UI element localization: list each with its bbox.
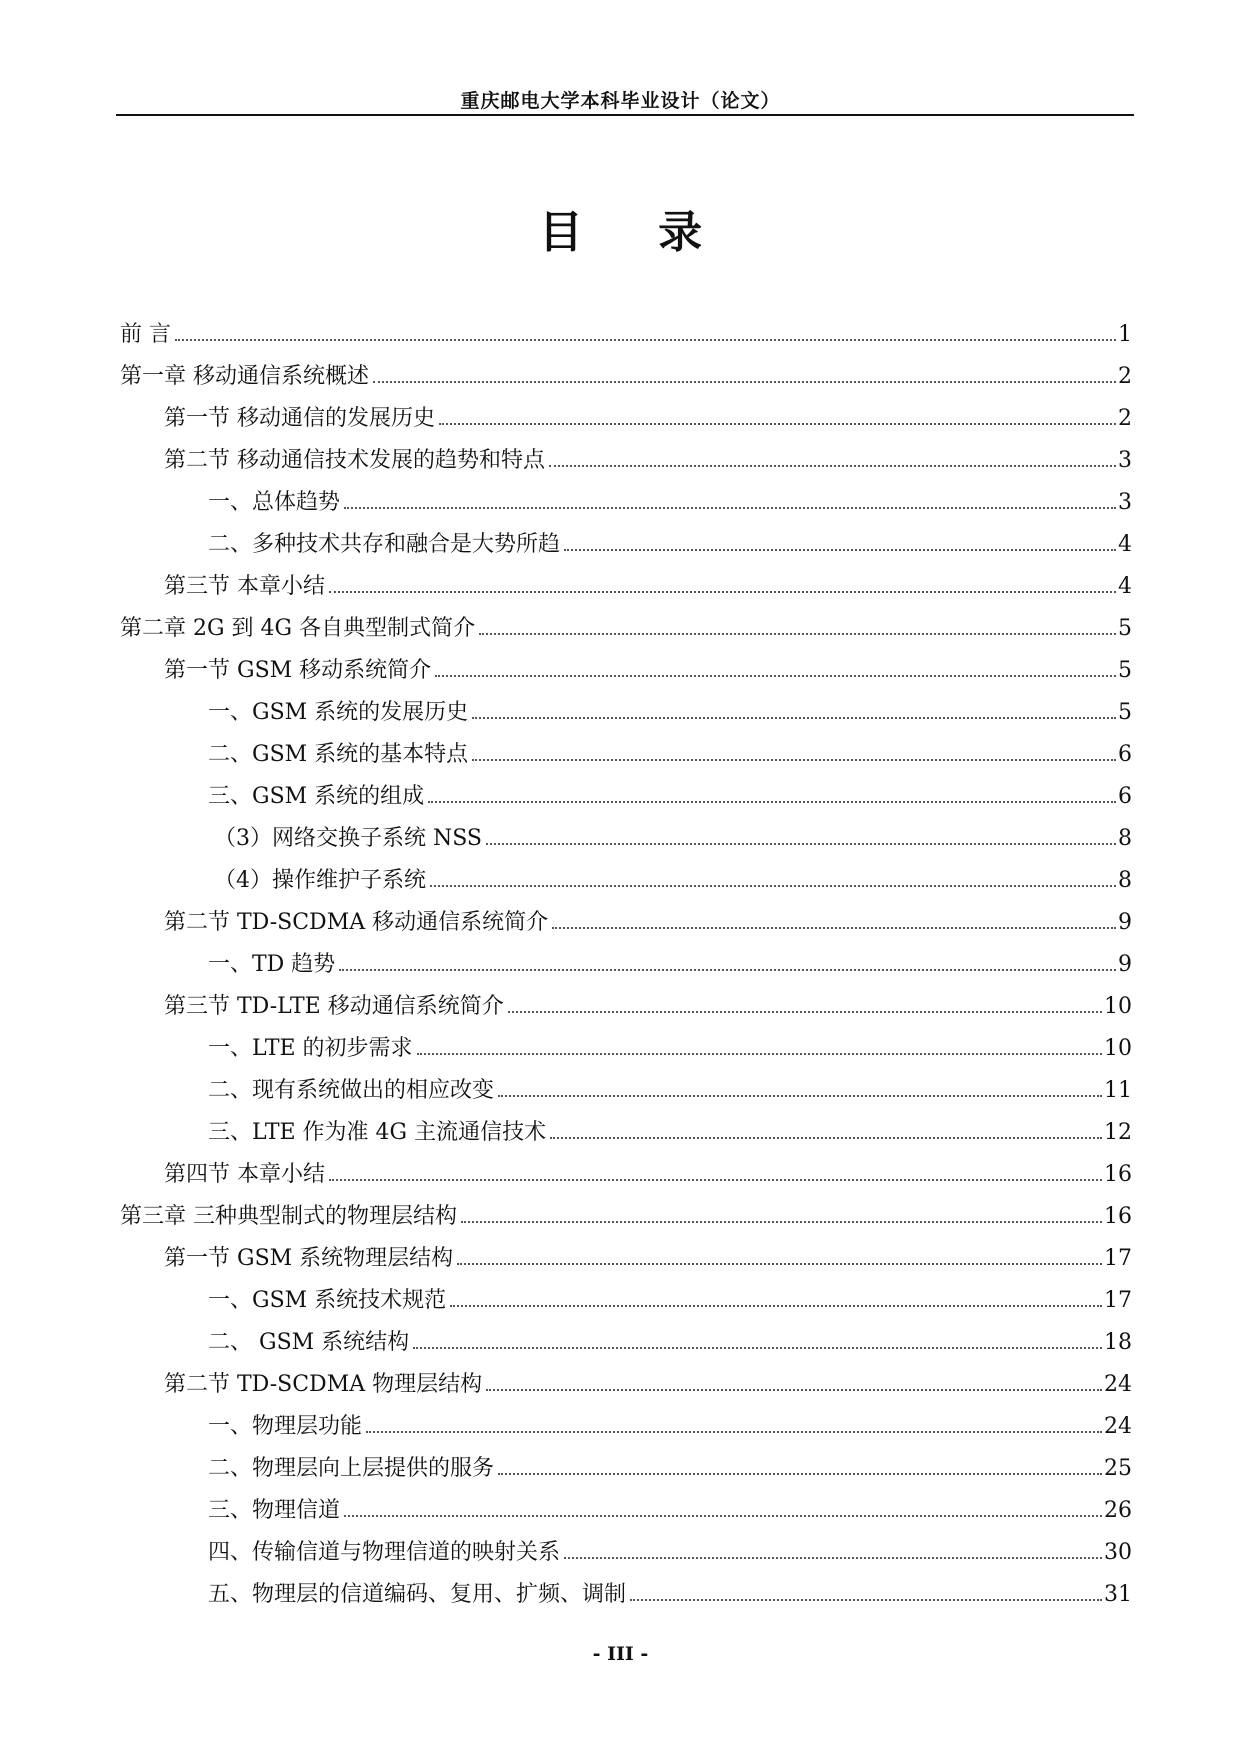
toc-entry[interactable]	[120, 650, 1132, 692]
toc-entry-label: 三、物理信道	[208, 1498, 341, 1523]
toc-entry-page: 10	[1104, 1036, 1132, 1061]
toc-entry-page: 31	[1104, 1582, 1132, 1607]
toc-entry-label: 第三章 三种典型制式的物理层结构	[120, 1204, 457, 1229]
toc-dot-leader	[435, 674, 1116, 677]
toc-entry-label: 三、GSM 系统的组成	[208, 784, 425, 809]
toc-entry-label: 二、现有系统做出的相应改变	[208, 1078, 495, 1103]
toc-entry[interactable]	[120, 1280, 1132, 1322]
toc-entry[interactable]	[120, 1154, 1132, 1196]
toc-dot-leader	[457, 1262, 1102, 1265]
toc-entry[interactable]	[120, 860, 1132, 902]
toc-entry-label: 一、GSM 系统技术规范	[208, 1288, 447, 1313]
toc-entry-page: 1	[1118, 322, 1132, 347]
toc-entry-page: 9	[1118, 910, 1132, 935]
toc-dot-leader	[428, 800, 1116, 803]
toc-entry-page: 5	[1118, 658, 1132, 683]
toc-dot-leader	[508, 1010, 1102, 1013]
toc-dot-leader	[339, 968, 1116, 971]
toc-entry[interactable]	[120, 524, 1132, 566]
toc-dot-leader	[498, 1094, 1102, 1097]
toc-entry-page: 12	[1104, 1120, 1132, 1145]
toc-entry-label: 第二章 2G 到 4G 各自典型制式简介	[120, 616, 476, 641]
toc-dot-leader	[366, 1430, 1102, 1433]
toc-dot-leader	[413, 1346, 1102, 1349]
toc-entry-label: 第二节 TD-SCDMA 物理层结构	[164, 1372, 483, 1397]
toc-dot-leader	[461, 1220, 1102, 1223]
toc-entry-label: 第三节 TD-LTE 移动通信系统简介	[164, 994, 504, 1019]
toc-entry[interactable]	[120, 566, 1132, 608]
toc-dot-leader	[417, 1052, 1102, 1055]
toc-entry[interactable]	[120, 1448, 1132, 1490]
toc-title: 目 录	[538, 207, 733, 258]
toc-entry-page: 8	[1118, 826, 1132, 851]
toc-dot-leader	[550, 1136, 1102, 1139]
toc-entry-page: 3	[1118, 490, 1132, 515]
header-rule	[116, 114, 1134, 116]
toc-entry-label: （4）操作维护子系统	[214, 868, 426, 893]
toc-entry[interactable]	[120, 608, 1132, 650]
toc-entry[interactable]	[120, 1364, 1132, 1406]
toc-entry-label: 二、GSM 系统的基本特点	[208, 742, 469, 767]
toc-entry-page: 16	[1104, 1204, 1132, 1229]
toc-entry-page: 24	[1104, 1372, 1132, 1397]
toc-entry[interactable]	[120, 1028, 1132, 1070]
toc-entry-page: 9	[1118, 952, 1132, 977]
toc-entry-page: 24	[1104, 1414, 1132, 1439]
toc-entry[interactable]	[120, 734, 1132, 776]
toc-entry-page: 30	[1104, 1540, 1132, 1565]
toc-entry[interactable]	[120, 692, 1132, 734]
toc-dot-leader	[373, 380, 1116, 383]
toc-dot-leader	[329, 1178, 1102, 1181]
toc-entry-label: 一、GSM 系统的发展历史	[208, 700, 469, 725]
toc-dot-leader	[472, 716, 1116, 719]
toc-entry-label: 五、物理层的信道编码、复用、扩频、调制	[208, 1582, 627, 1607]
toc-dot-leader	[549, 464, 1116, 467]
toc-entry-label: 第一章 移动通信系统概述	[120, 364, 369, 389]
toc-dot-leader	[439, 422, 1116, 425]
toc-entry-page: 26	[1104, 1498, 1132, 1523]
toc-entry[interactable]	[120, 398, 1132, 440]
toc-entry-label: 三、LTE 作为准 4G 主流通信技术	[208, 1120, 547, 1145]
toc-dot-leader	[472, 758, 1116, 761]
toc-entry-page: 3	[1118, 448, 1132, 473]
toc-entry-page: 16	[1104, 1162, 1132, 1187]
toc-dot-leader	[479, 632, 1116, 635]
toc-dot-leader	[564, 1556, 1102, 1559]
toc-entry[interactable]	[120, 1070, 1132, 1112]
toc-entry-label: 第一节 移动通信的发展历史	[164, 406, 435, 431]
table-of-contents	[120, 314, 1132, 1616]
toc-entry-page: 4	[1118, 574, 1132, 599]
toc-entry-label: 第一节 GSM 移动系统简介	[164, 658, 432, 683]
toc-dot-leader	[486, 1388, 1102, 1391]
toc-entry[interactable]	[120, 1574, 1132, 1616]
toc-entry-page: 2	[1118, 364, 1132, 389]
toc-entry-label: 第二节 TD-SCDMA 移动通信系统简介	[164, 910, 549, 935]
toc-entry-label: 二、 GSM 系统结构	[208, 1330, 410, 1355]
toc-entry-label: 一、物理层功能	[208, 1414, 363, 1439]
toc-entry[interactable]	[120, 1238, 1132, 1280]
toc-entry-page: 5	[1118, 616, 1132, 641]
toc-entry[interactable]	[120, 1196, 1132, 1238]
toc-dot-leader	[329, 590, 1116, 593]
toc-entry[interactable]	[120, 902, 1132, 944]
toc-dot-leader	[175, 338, 1116, 341]
toc-dot-leader	[552, 926, 1116, 929]
toc-entry-page: 8	[1118, 868, 1132, 893]
toc-entry[interactable]	[120, 1112, 1132, 1154]
toc-entry[interactable]	[120, 944, 1132, 986]
toc-entry-label: 第二节 移动通信技术发展的趋势和特点	[164, 448, 545, 473]
toc-entry[interactable]	[120, 776, 1132, 818]
toc-entry-page: 10	[1104, 994, 1132, 1019]
toc-entry-label: 一、总体趋势	[208, 490, 341, 515]
toc-entry[interactable]	[120, 314, 1132, 356]
toc-entry-page: 25	[1104, 1456, 1132, 1481]
toc-entry-label: 第一节 GSM 系统物理层结构	[164, 1246, 454, 1271]
toc-entry-page: 6	[1118, 742, 1132, 767]
toc-entry-label: 一、LTE 的初步需求	[208, 1036, 413, 1061]
toc-dot-leader	[498, 1472, 1102, 1475]
toc-entry[interactable]	[120, 818, 1132, 860]
toc-entry[interactable]	[120, 986, 1132, 1028]
toc-dot-leader	[430, 884, 1116, 887]
toc-entry-page: 17	[1104, 1288, 1132, 1313]
toc-entry[interactable]	[120, 356, 1132, 398]
toc-dot-leader	[564, 548, 1116, 551]
toc-entry-label: （3）网络交换子系统 NSS	[214, 826, 482, 851]
toc-entry-label: 第四节 本章小结	[164, 1162, 325, 1187]
toc-entry[interactable]	[120, 482, 1132, 524]
toc-dot-leader	[486, 842, 1116, 845]
toc-entry-page: 5	[1118, 700, 1132, 725]
page-number: - III -	[592, 1643, 649, 1665]
toc-entry-page: 17	[1104, 1246, 1132, 1271]
toc-entry-label: 四、传输信道与物理信道的映射关系	[208, 1540, 561, 1565]
toc-entry-label: 二、物理层向上层提供的服务	[208, 1456, 495, 1481]
toc-entry-label: 前 言	[120, 322, 171, 347]
toc-entry-page: 11	[1104, 1078, 1132, 1103]
toc-entry[interactable]	[120, 440, 1132, 482]
toc-entry-label: 一、TD 趋势	[208, 952, 336, 977]
toc-entry-page: 6	[1118, 784, 1132, 809]
toc-entry-label: 二、多种技术共存和融合是大势所趋	[208, 532, 561, 557]
toc-entry[interactable]	[120, 1532, 1132, 1574]
toc-entry[interactable]	[120, 1490, 1132, 1532]
toc-entry-page: 2	[1118, 406, 1132, 431]
toc-dot-leader	[630, 1598, 1102, 1601]
toc-entry-page: 18	[1104, 1330, 1132, 1355]
toc-entry[interactable]	[120, 1406, 1132, 1448]
toc-dot-leader	[344, 506, 1116, 509]
toc-entry[interactable]	[120, 1322, 1132, 1364]
toc-entry-page: 4	[1118, 532, 1132, 557]
running-header: 重庆邮电大学本科毕业设计（论文）	[460, 90, 781, 112]
toc-dot-leader	[344, 1514, 1102, 1517]
toc-entry-label: 第三节 本章小结	[164, 574, 325, 599]
toc-dot-leader	[450, 1304, 1102, 1307]
